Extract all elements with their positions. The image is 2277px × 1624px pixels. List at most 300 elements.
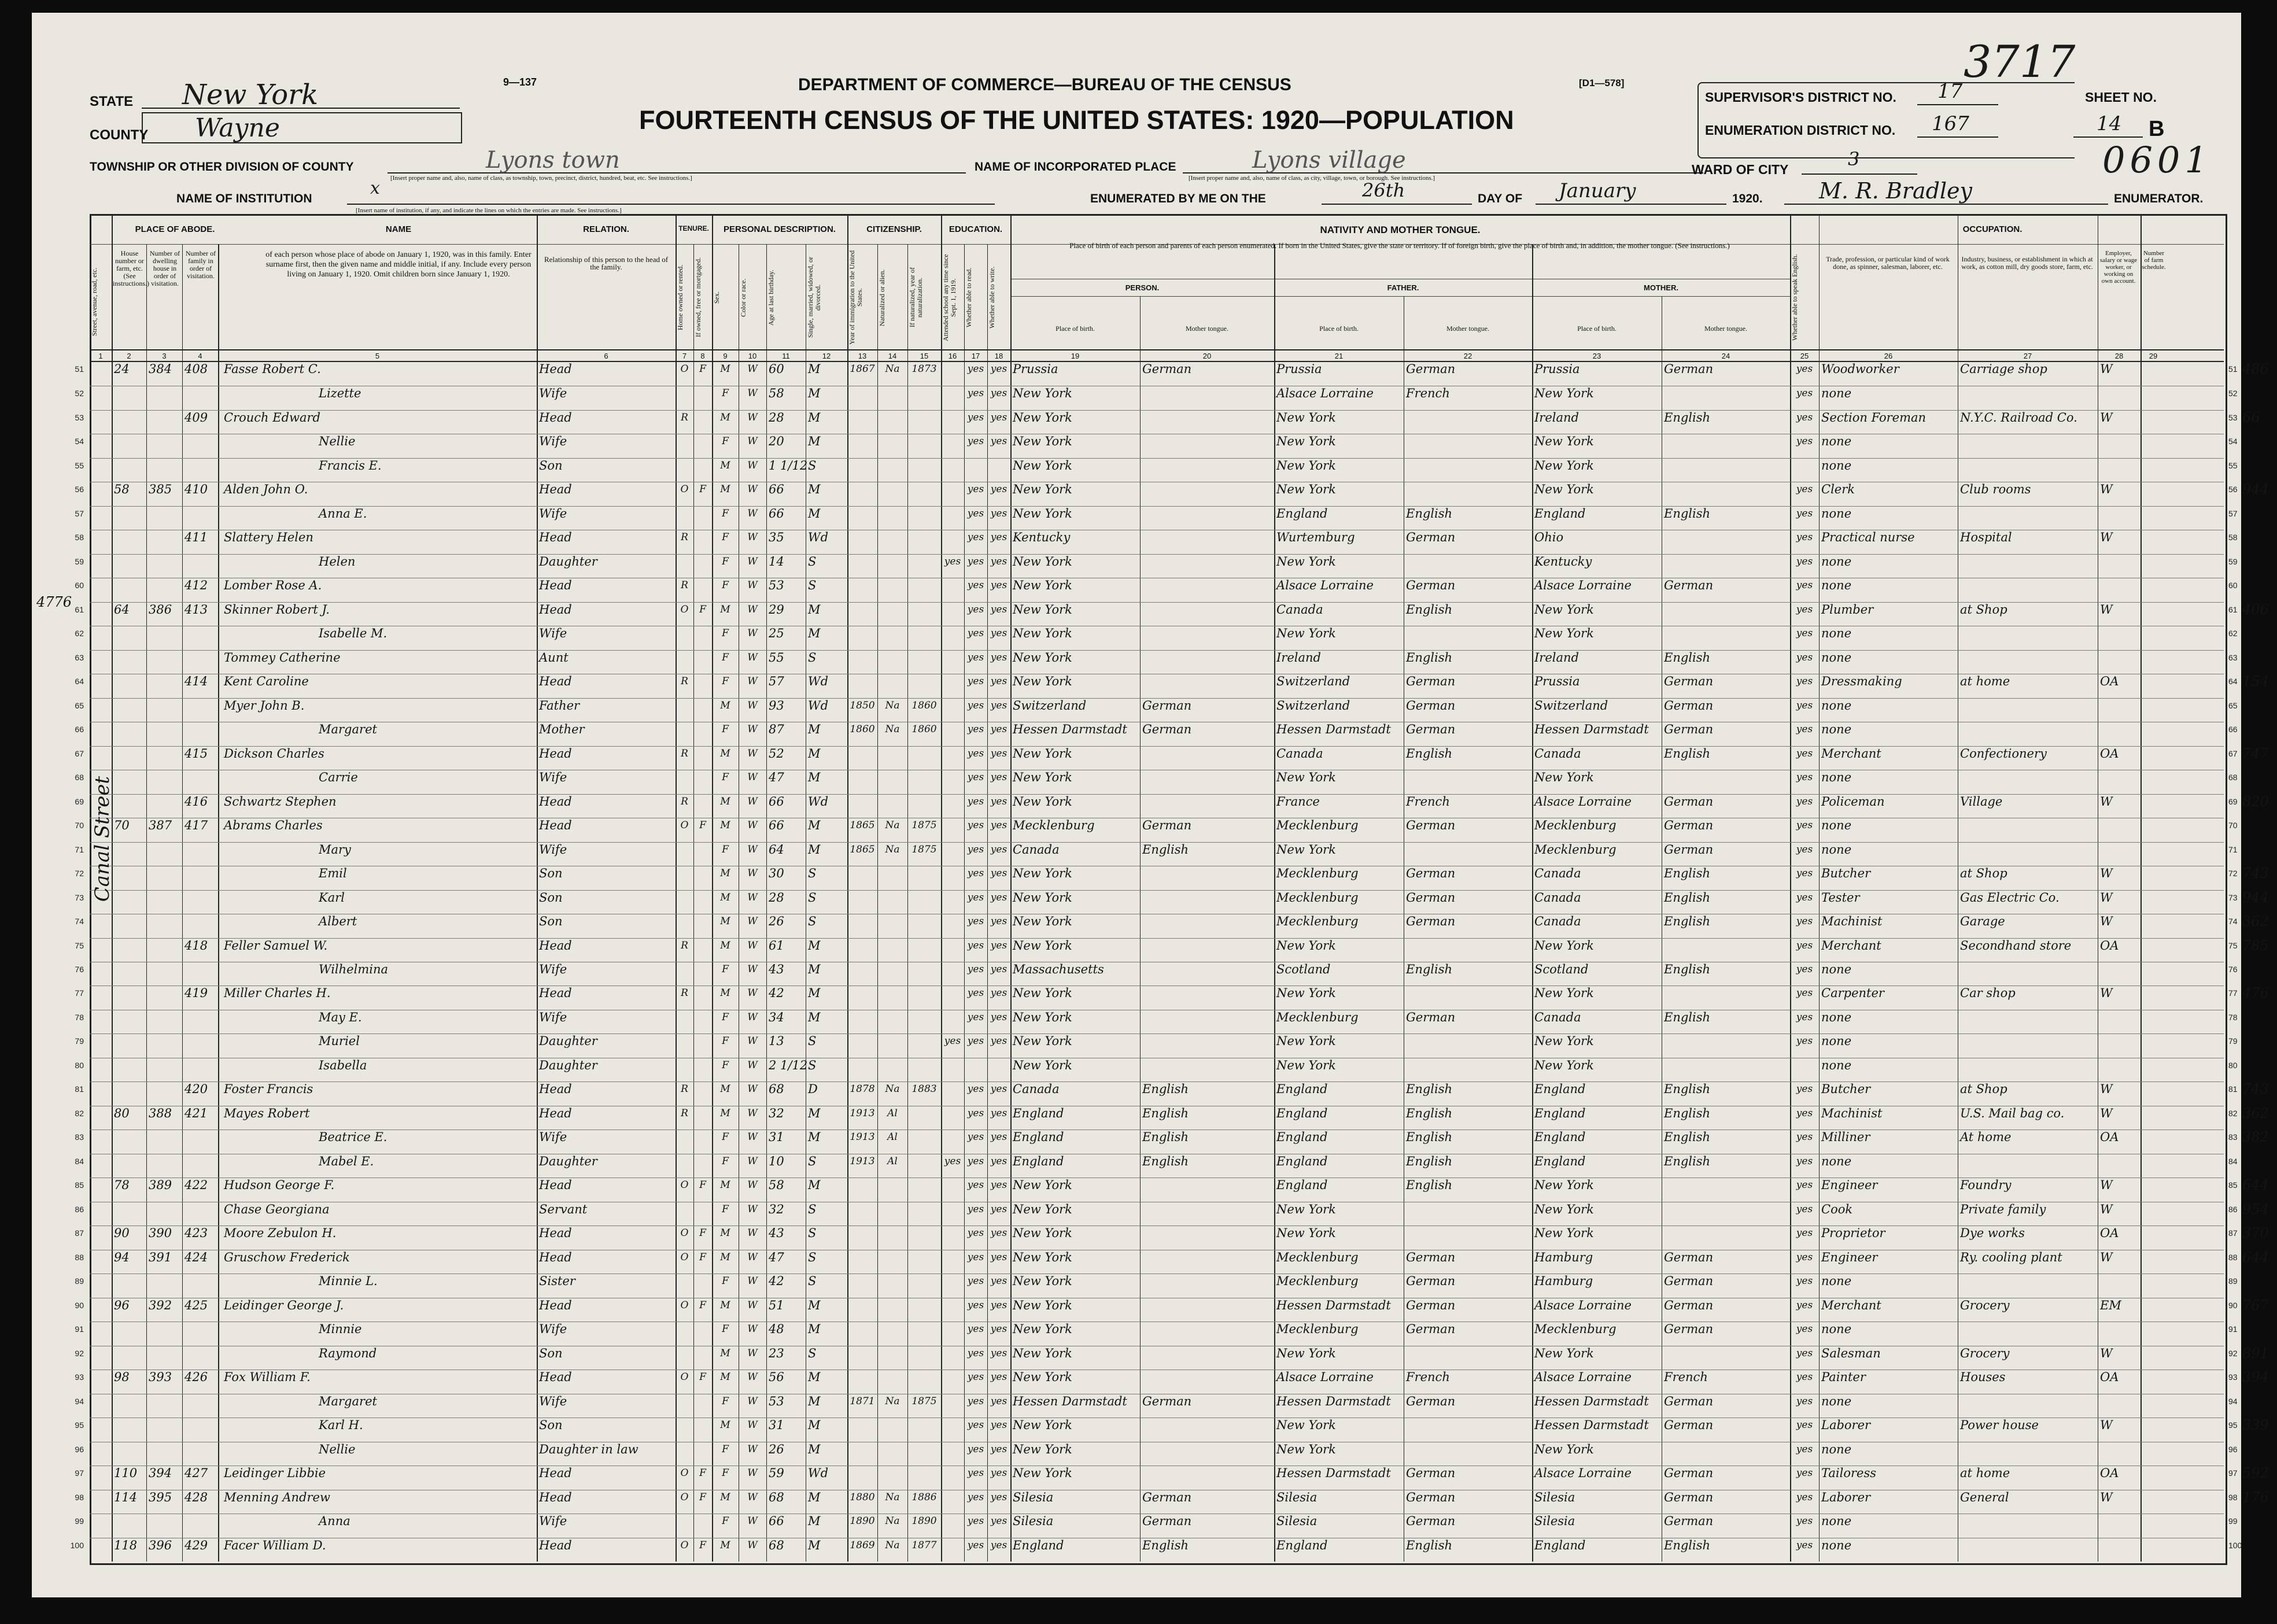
- supervisor-label: SUPERVISOR'S DISTRICT NO.: [1705, 90, 1896, 105]
- cell-race: W: [747, 1251, 758, 1263]
- cell-fbp: England: [1276, 1082, 1328, 1097]
- occupation-code: 362: [2242, 1105, 2269, 1121]
- line-number: 83: [75, 1132, 84, 1142]
- cell-mort: F: [699, 1179, 706, 1191]
- cell-emp: W: [2100, 866, 2113, 881]
- cell-read: yes: [967, 555, 984, 567]
- cell-ind: Secondhand store: [1960, 938, 2072, 953]
- cell-ms: Wd: [808, 674, 829, 689]
- cell-bp: New York: [1013, 1466, 1072, 1481]
- cell-sex: F: [722, 1467, 729, 1479]
- cell-trade: Tester: [1821, 890, 1860, 905]
- cell-ms: S: [808, 578, 817, 593]
- line-number-right: 83: [2228, 1132, 2238, 1142]
- cell-trade: none: [1821, 1154, 1852, 1168]
- cell-ind: at Shop: [1960, 866, 2007, 881]
- cell-fbp: New York: [1276, 1418, 1336, 1433]
- cell-rel: Daughter: [539, 1034, 597, 1049]
- cell-imm: 1850: [850, 699, 875, 711]
- cell-write: yes: [990, 532, 1008, 544]
- census-title: FOURTEENTH CENSUS OF THE UNITED STATES: 1920—POPULATION: [639, 105, 1514, 135]
- cell-mbp: Hessen Darmstadt: [1534, 1418, 1649, 1433]
- cell-trade: Butcher: [1821, 866, 1871, 881]
- cell-sex: M: [720, 939, 730, 951]
- cell-bp: New York: [1013, 1370, 1072, 1385]
- cell-sex: F: [722, 507, 729, 519]
- table-row: [75, 913, 2269, 930]
- cell-age: 66: [769, 794, 784, 809]
- cell-write: yes: [990, 1275, 1008, 1287]
- cell-ms: M: [808, 1418, 821, 1433]
- column-number: 19: [1071, 352, 1080, 360]
- township-field: [388, 147, 966, 174]
- line-number: 54: [75, 437, 84, 446]
- cell-age: 53: [769, 1394, 784, 1408]
- institution-value: x: [370, 178, 380, 198]
- cell-ind: Confectionery: [1960, 746, 2047, 761]
- line-number-right: 77: [2228, 988, 2238, 998]
- cell-ind: Car shop: [1960, 986, 2016, 1001]
- line-number-right: 89: [2228, 1276, 2238, 1286]
- cell-mmt: French: [1664, 1370, 1708, 1385]
- cell-eng: yes: [1796, 411, 1813, 423]
- cell-eng: yes: [1796, 532, 1813, 544]
- cell-bp: New York: [1013, 1442, 1072, 1456]
- table-row: [75, 626, 2238, 641]
- cell-bp: New York: [1013, 1202, 1072, 1216]
- column-number: 14: [888, 352, 897, 360]
- year: 1920.: [1732, 192, 1763, 205]
- cell-dw: 393: [149, 1370, 172, 1385]
- cell-ms: M: [808, 1130, 821, 1145]
- cell-name: Mary: [319, 842, 351, 857]
- cell-bp: England: [1013, 1538, 1064, 1552]
- cell-age: 29: [769, 602, 784, 617]
- month-field: [1536, 180, 1726, 205]
- cell-mort: F: [699, 1371, 706, 1383]
- cell-fmt: German: [1406, 914, 1456, 929]
- cell-mbp: Canada: [1534, 1010, 1581, 1024]
- cell-read: yes: [967, 1347, 984, 1359]
- cell-trade: Engineer: [1821, 1250, 1878, 1264]
- cell-mbp: New York: [1534, 602, 1594, 617]
- column-number: 8: [700, 352, 705, 360]
- cell-emp: OA: [2100, 674, 2119, 689]
- cell-trade: Practical nurse: [1821, 530, 1915, 545]
- column-number: 9: [723, 352, 728, 360]
- cell-mt: German: [1142, 1514, 1192, 1529]
- cell-ind: U.S. Mail bag co.: [1960, 1106, 2065, 1120]
- cell-race: W: [747, 1371, 758, 1383]
- cell-write: yes: [990, 1203, 1008, 1215]
- cell-rel: Head: [539, 530, 572, 545]
- cell-trade: Milliner: [1821, 1130, 1870, 1145]
- cell-bp: New York: [1013, 554, 1072, 569]
- occupation-code: 785: [2242, 937, 2269, 954]
- cell-age: 35: [769, 530, 784, 545]
- cell-read: yes: [967, 1203, 984, 1215]
- table-row: [75, 698, 2238, 714]
- table-row: [75, 481, 2269, 498]
- cell-ms: M: [808, 386, 821, 401]
- cell-age: 43: [769, 1226, 784, 1241]
- line-number-right: 98: [2228, 1492, 2238, 1502]
- census-sheet: [32, 13, 2269, 1597]
- cell-mbp: Prussia: [1534, 362, 1580, 376]
- cell-read: yes: [967, 532, 984, 544]
- cell-name: Fox William F.: [224, 1370, 311, 1385]
- line-number: 67: [75, 748, 84, 758]
- cell-rel: Head: [539, 578, 572, 593]
- table-row: [75, 1417, 2269, 1434]
- line-number-right: 53: [2228, 412, 2238, 422]
- cell-trade: none: [1821, 1322, 1852, 1337]
- desc-owned: Home owned or rented.: [676, 264, 684, 331]
- desc-naturalization-year: If naturalized, year of naturalization.: [908, 267, 924, 328]
- desc-school: Attended school any time since Sept. 1, 1919.: [942, 254, 957, 341]
- header-divider: [90, 349, 2224, 350]
- desc-trade: Trade, profession, or particular kind of work done, as spinner, salesman, laborer, etc.: [1826, 255, 1950, 271]
- cell-mmt: German: [1664, 1394, 1714, 1408]
- line-number: 78: [75, 1012, 84, 1022]
- cell-write: yes: [990, 1371, 1008, 1383]
- cell-own: R: [681, 987, 688, 999]
- line-number: 58: [75, 533, 84, 542]
- cell-emp: W: [2100, 410, 2113, 425]
- line-number: 56: [75, 485, 84, 494]
- cell-fmt: German: [1406, 722, 1456, 737]
- cell-fbp: Alsace Lorraine: [1276, 1370, 1374, 1385]
- cell-fbp: Hessen Darmstadt: [1276, 1394, 1391, 1408]
- cell-ms: M: [808, 1490, 821, 1504]
- line-number-right: 60: [2228, 581, 2238, 590]
- cell-bp: New York: [1013, 1346, 1072, 1360]
- county-field: [142, 112, 462, 143]
- cell-bp: Mecklenburg: [1013, 818, 1095, 833]
- cell-read: yes: [967, 1131, 984, 1143]
- line-number: 53: [75, 412, 84, 422]
- cell-mmt: English: [1664, 650, 1711, 665]
- cell-mbp: New York: [1534, 938, 1594, 953]
- cell-eng: yes: [1796, 747, 1813, 759]
- cell-own: O: [680, 1251, 689, 1263]
- cell-fam: 413: [184, 602, 208, 617]
- line-number-right: 79: [2228, 1036, 2238, 1046]
- line-number: 64: [75, 677, 84, 686]
- cell-ms: Wd: [808, 1466, 829, 1481]
- cell-fbp: New York: [1276, 770, 1336, 785]
- cell-race: W: [747, 651, 758, 663]
- table-row: [75, 1489, 2269, 1505]
- occupation-code: 644: [2242, 1249, 2269, 1265]
- cell-rel: Daughter: [539, 554, 597, 569]
- cell-mt: English: [1142, 1130, 1189, 1145]
- cell-dw: 391: [149, 1250, 172, 1264]
- cell-ms: M: [808, 506, 821, 521]
- cell-fbp: Mecklenburg: [1276, 818, 1359, 833]
- cell-sex: M: [720, 747, 730, 759]
- cell-read: yes: [967, 363, 984, 375]
- cell-house: 96: [114, 1298, 130, 1312]
- cell-write: yes: [990, 772, 1008, 784]
- cell-name: Nellie: [319, 434, 356, 449]
- occupation-code: 944: [2242, 481, 2269, 498]
- column-number: 3: [162, 352, 167, 360]
- table-row: [75, 1394, 2238, 1409]
- column-number: 22: [1463, 352, 1473, 360]
- cell-sex: F: [722, 1443, 729, 1455]
- cell-trade: Machinist: [1821, 914, 1883, 929]
- cell-trade: none: [1821, 1514, 1852, 1529]
- cell-read: yes: [967, 795, 984, 807]
- column-number: 10: [748, 352, 757, 360]
- cell-name: Minnie L.: [319, 1274, 378, 1289]
- cell-sex: F: [722, 651, 729, 663]
- cell-mbp: Ireland: [1534, 410, 1579, 425]
- cell-sex: M: [720, 1347, 730, 1359]
- enumeration-label: ENUMERATION DISTRICT NO.: [1705, 123, 1896, 138]
- cell-rel: Head: [539, 746, 572, 761]
- cell-rel: Daughter in law: [539, 1442, 639, 1456]
- cell-trade: none: [1821, 962, 1852, 976]
- line-number-right: 72: [2228, 869, 2238, 879]
- line-number-right: 51: [2228, 364, 2238, 374]
- cell-rel: Head: [539, 1250, 572, 1264]
- table-row: [75, 1274, 2238, 1289]
- line-number-right: 93: [2228, 1372, 2238, 1382]
- cell-eng: yes: [1796, 1299, 1813, 1311]
- cell-eng: yes: [1796, 868, 1813, 880]
- cell-eng: yes: [1796, 1371, 1813, 1383]
- cell-own: O: [680, 1299, 689, 1311]
- cell-eng: yes: [1796, 916, 1813, 928]
- sheet-label: SHEET NO.: [2085, 90, 2157, 105]
- cell-age: 52: [769, 746, 784, 761]
- line-number: 89: [75, 1276, 84, 1286]
- cell-name: Skinner Robert J.: [224, 602, 330, 617]
- cell-ind: Grocery: [1960, 1346, 2010, 1360]
- cell-eng: yes: [1796, 651, 1813, 663]
- cell-rel: Head: [539, 1082, 572, 1097]
- cell-fam: 426: [184, 1370, 208, 1385]
- cell-age: 87: [769, 722, 784, 737]
- cell-ind: General: [1960, 1490, 2009, 1504]
- occupation-code: 944: [2242, 889, 2269, 906]
- cell-sch: yes: [944, 1155, 961, 1167]
- cell-eng: yes: [1796, 1035, 1813, 1047]
- cell-mmt: German: [1664, 362, 1714, 376]
- cell-age: 26: [769, 914, 784, 929]
- line-number: 88: [75, 1252, 84, 1262]
- cell-write: yes: [990, 843, 1008, 855]
- cell-fam: 412: [184, 578, 208, 593]
- cell-rel: Son: [539, 458, 563, 473]
- supervisor-value: 17: [1938, 80, 1963, 103]
- cell-trade: Machinist: [1821, 1106, 1883, 1120]
- cell-name: Francis E.: [319, 458, 382, 473]
- column-number: 26: [1884, 352, 1893, 360]
- table-row: [75, 1249, 2269, 1265]
- cell-mbp: England: [1534, 1130, 1586, 1145]
- table-row: [75, 985, 2269, 1002]
- cell-mort: F: [699, 1299, 706, 1311]
- cell-bp: New York: [1013, 1034, 1072, 1049]
- cell-ms: D: [808, 1082, 818, 1097]
- desc-person-tongue: Mother tongue.: [1186, 324, 1228, 333]
- day-of-label: DAY OF: [1478, 192, 1523, 205]
- cell-emp: W: [2100, 482, 2113, 497]
- line-number-right: 99: [2228, 1516, 2238, 1526]
- cell-natyr: 1875: [911, 1395, 937, 1407]
- line-number-right: 81: [2228, 1084, 2238, 1094]
- cell-mmt: German: [1664, 722, 1714, 737]
- cell-write: yes: [990, 1515, 1008, 1527]
- column-number: 20: [1202, 352, 1212, 360]
- column-number: 16: [948, 352, 957, 360]
- cell-fam: 416: [184, 794, 208, 809]
- cell-fmt: German: [1406, 362, 1456, 376]
- column-number: 27: [2023, 352, 2032, 360]
- cell-house: 114: [114, 1490, 138, 1504]
- cell-bp: Canada: [1013, 842, 1060, 857]
- cell-bp: New York: [1013, 794, 1072, 809]
- cell-read: yes: [967, 772, 984, 784]
- cell-bp: New York: [1013, 746, 1072, 761]
- desc-mother-tongue: Mother tongue.: [1704, 324, 1747, 333]
- cell-ms: M: [808, 1322, 821, 1337]
- cell-mbp: England: [1534, 1106, 1586, 1120]
- cell-dw: 394: [149, 1466, 172, 1481]
- cell-name: Karl: [319, 890, 345, 905]
- desc-race: Color or race.: [739, 278, 747, 317]
- column-number: 23: [1592, 352, 1601, 360]
- day-field: [1322, 180, 1472, 205]
- cell-ms: M: [808, 1538, 821, 1552]
- cell-read: yes: [967, 1539, 984, 1551]
- cell-write: yes: [990, 1299, 1008, 1311]
- cell-fam: 417: [184, 818, 208, 833]
- cell-write: yes: [990, 964, 1008, 975]
- cell-rel: Son: [539, 890, 563, 905]
- cell-mbp: New York: [1534, 1226, 1594, 1241]
- cell-trade: Clerk: [1821, 482, 1855, 497]
- cell-imm: 1913: [850, 1131, 875, 1143]
- cell-natyr: 1860: [911, 699, 937, 711]
- cell-race: W: [747, 1275, 758, 1287]
- cell-age: 43: [769, 962, 784, 976]
- cell-bp: New York: [1013, 1418, 1072, 1433]
- cell-age: 13: [769, 1034, 784, 1049]
- cell-nat: Na: [885, 843, 900, 855]
- line-number: 96: [75, 1444, 84, 1454]
- cell-fbp: Mecklenburg: [1276, 1322, 1359, 1337]
- cell-read: yes: [967, 1251, 984, 1263]
- cell-trade: none: [1821, 770, 1852, 785]
- desc-english: Whether able to speak English.: [1791, 254, 1799, 341]
- state-label: STATE: [90, 94, 134, 109]
- column-number: 2: [127, 352, 131, 360]
- cell-fbp: New York: [1276, 1442, 1336, 1456]
- cell-emp: W: [2100, 1490, 2113, 1504]
- cell-write: yes: [990, 555, 1008, 567]
- cell-eng: yes: [1796, 507, 1813, 519]
- table-row: [75, 434, 2238, 449]
- cell-sex: F: [722, 580, 729, 592]
- cell-emp: OA: [2100, 1370, 2119, 1385]
- cell-write: yes: [990, 1467, 1008, 1479]
- cell-age: 30: [769, 866, 784, 881]
- cell-ms: M: [808, 482, 821, 497]
- cell-house: 70: [114, 818, 130, 833]
- cell-ms: M: [808, 362, 821, 376]
- cell-fbp: Mecklenburg: [1276, 1010, 1359, 1024]
- cell-fmt: German: [1406, 1322, 1456, 1337]
- cell-age: 25: [769, 626, 784, 641]
- incorporated-value: Lyons village: [1252, 147, 1406, 174]
- cell-name: Lizette: [319, 386, 361, 401]
- cell-age: 14: [769, 554, 784, 569]
- cell-sex: M: [720, 1083, 730, 1095]
- cell-fbp: New York: [1276, 1226, 1336, 1241]
- line-number: 82: [75, 1108, 84, 1118]
- cell-rel: Father: [539, 698, 580, 713]
- table-row: [75, 1105, 2269, 1121]
- cell-name: Leidinger George J.: [224, 1298, 344, 1312]
- cell-fbp: Alsace Lorraine: [1276, 386, 1374, 401]
- cell-write: yes: [990, 628, 1008, 640]
- cell-fbp: Silesia: [1276, 1514, 1318, 1529]
- table-row: [75, 1154, 2238, 1169]
- cell-imm: 1878: [850, 1083, 875, 1095]
- cell-eng: yes: [1796, 939, 1813, 951]
- cell-emp: W: [2100, 890, 2113, 905]
- cell-ms: M: [808, 410, 821, 425]
- cell-eng: yes: [1796, 1011, 1813, 1023]
- cell-rel: Wife: [539, 1322, 567, 1337]
- cell-ind: at Shop: [1960, 602, 2007, 617]
- cell-fbp: New York: [1276, 626, 1336, 641]
- enumerated-month: January: [1559, 179, 1636, 202]
- cell-write: yes: [990, 916, 1008, 928]
- cell-read: yes: [967, 411, 984, 423]
- cell-name: Anna E.: [319, 506, 367, 521]
- cell-fmt: English: [1406, 1538, 1453, 1552]
- cell-eng: yes: [1796, 363, 1813, 375]
- line-number-right: 56: [2228, 485, 2238, 494]
- cell-imm: 1913: [850, 1155, 875, 1167]
- cell-race: W: [747, 555, 758, 567]
- cell-fmt: German: [1406, 1010, 1456, 1024]
- cell-mort: F: [699, 1539, 706, 1551]
- cell-age: 66: [769, 1514, 784, 1529]
- cell-fmt: English: [1406, 602, 1453, 617]
- table-row: [75, 1081, 2269, 1098]
- cell-fam: 425: [184, 1298, 208, 1312]
- cell-mt: German: [1142, 698, 1192, 713]
- cell-read: yes: [967, 1227, 984, 1239]
- line-number: 75: [75, 940, 84, 950]
- cell-rel: Wife: [539, 506, 567, 521]
- cell-fmt: French: [1406, 794, 1450, 809]
- cell-read: yes: [967, 939, 984, 951]
- line-number-right: 57: [2228, 508, 2238, 518]
- line-number: 93: [75, 1372, 84, 1382]
- cell-own: R: [681, 532, 688, 544]
- cell-ms: M: [808, 1178, 821, 1193]
- cell-read: yes: [967, 1467, 984, 1479]
- cell-trade: Carpenter: [1821, 986, 1884, 1001]
- line-number-right: 80: [2228, 1060, 2238, 1070]
